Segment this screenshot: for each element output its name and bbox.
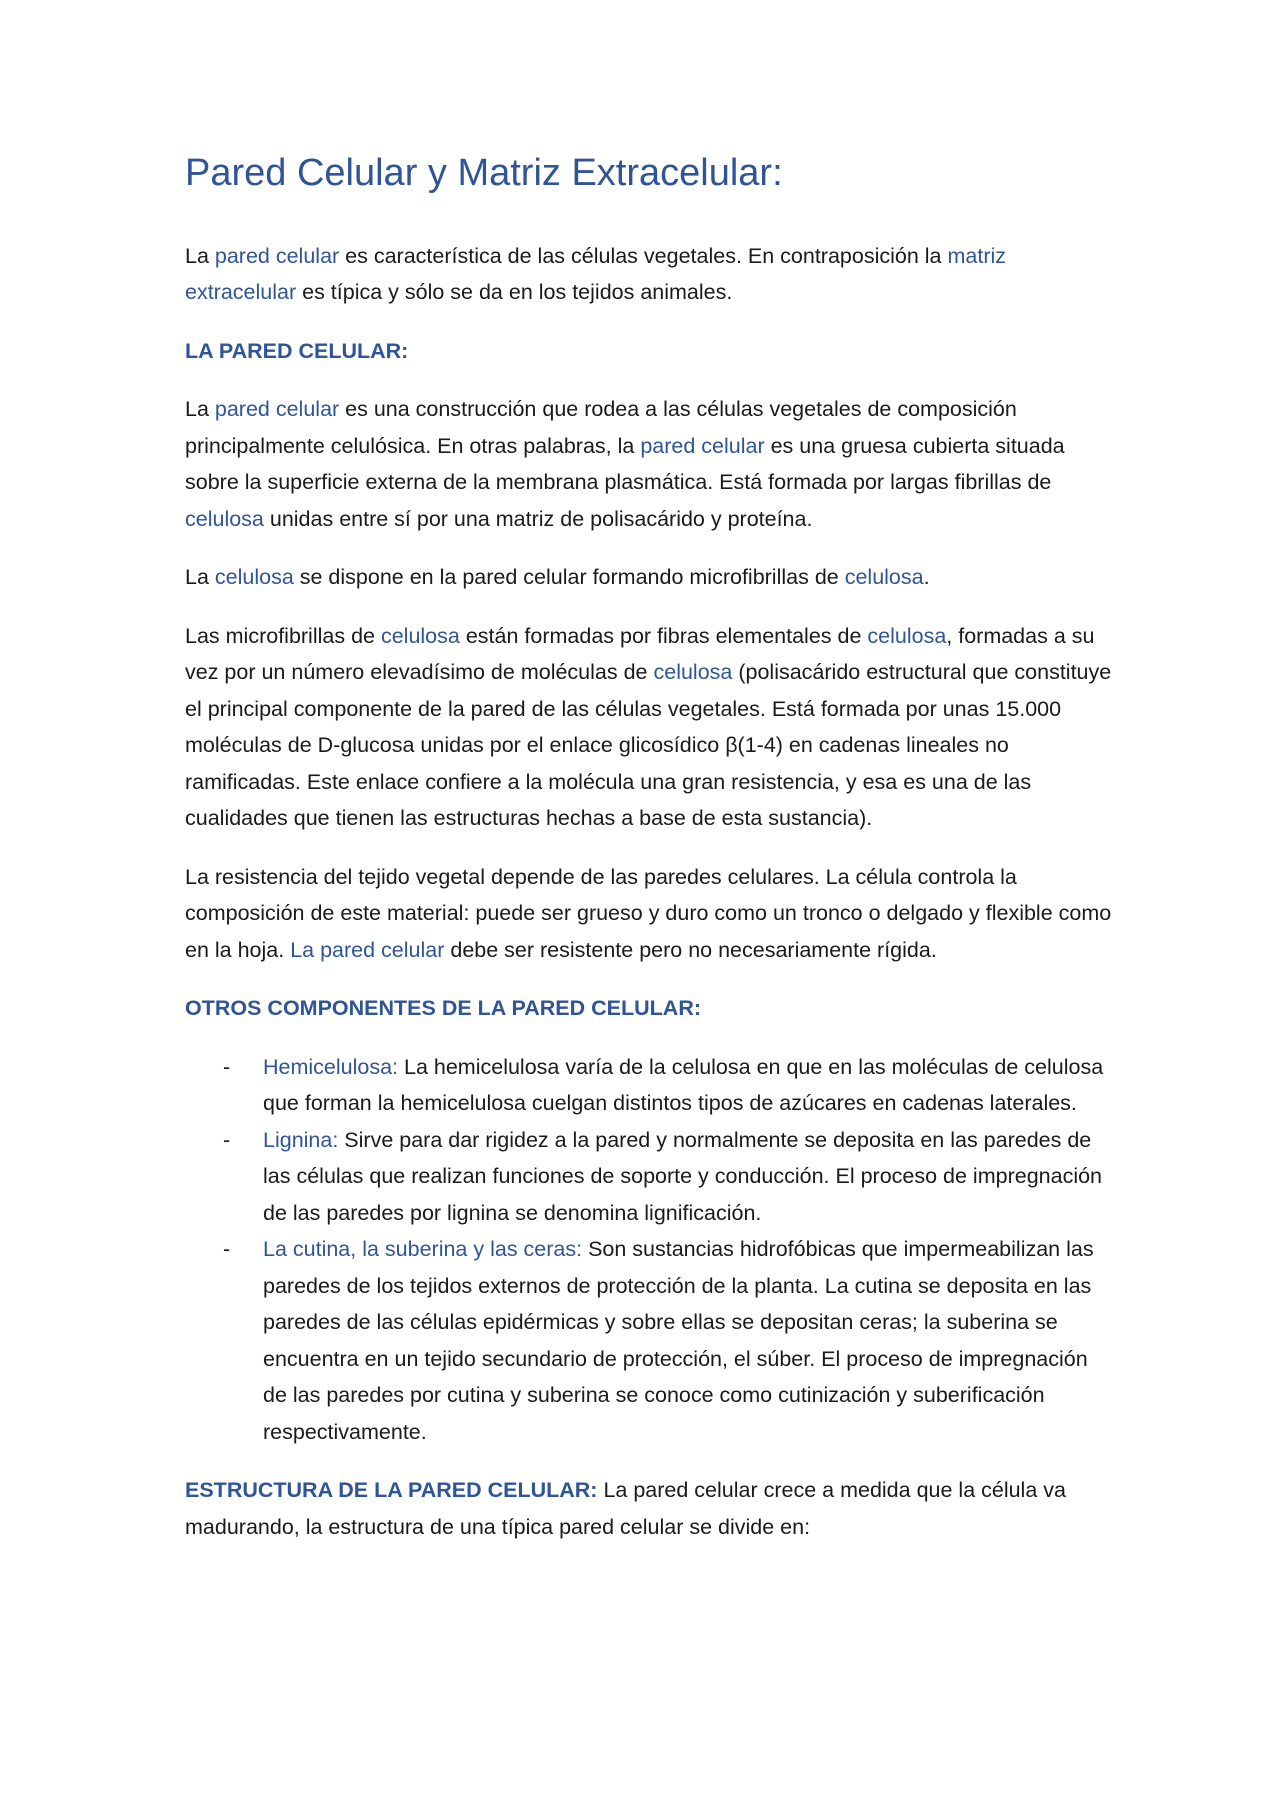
text-run: Son sustancias hidrofóbicas que impermeabilizan las paredes de los tejidos externos de protección de la planta. La cutina se deposita en las paredes de las células epidérmicas y sobre ellas se depositan ceras; la suberina se encuentra en un tejido secundario de protección, el súber. El proceso de impregnación de las paredes por cutina y suberina se conoce como cutinización y suberificación respectivamente. [263,1237,1094,1444]
text-run: La [185,243,215,268]
page-title: Pared Celular y Matriz Extracelular: [185,152,783,194]
text-run: , formadas a su vez por un número elevadísimo de moléculas de [185,623,1095,685]
list-item-cutina [185,1231,1115,1450]
section-heading-pared-celular: LA PARED CELULAR: [185,338,409,363]
text-run: se dispone en la pared celular formando microfibrillas de [293,565,845,590]
list-item-text [263,1122,1115,1232]
text-run: La pared celular crece a medida que la célula va madurando, la estructura de una típica pared celular se divide en: [185,1478,1066,1539]
section-heading-otros-componentes: OTROS COMPONENTES DE LA PARED CELULAR: [185,996,702,1021]
components-list [185,1049,1115,1451]
term-pared-celular: pared celular [214,243,340,268]
dash-bullet: - [223,1237,231,1262]
term-pared-celular: pared celular [640,433,765,458]
intro-paragraph [185,238,1115,311]
text-run: La hemicelulosa varía de la celulosa en que en las moléculas de celulosa que forman la hemicelulosa cuelgan distintos tipos de azúcares en cadenas laterales. [263,1054,1104,1116]
text-run: (polisacárido estructural que constituye el principal componente de la pared de las células vegetales. Está formada por unas 15.000 moléculas de D-glucosa unidas por el enlace glicosídico β(1-4) en cadenas lineales no ramificadas. Este enlace confiere a la molécula una gran resistencia, y esa es una de las cualidades que tienen las estructuras hechas a base de esta sustancia). [185,660,1112,831]
term-celulosa: celulosa [185,506,264,531]
text-run: están formadas por fibras elementales de [459,623,868,648]
term-cutina-suberina-ceras: La cutina, la suberina y las ceras: [263,1237,583,1262]
text-run: es característica de las células vegetales. En contraposición la [339,243,948,268]
text-run: es una gruesa cubierta situada sobre la superficie externa de la membrana plasmática. Está formada por largas fibrillas de [185,433,1065,495]
term-celulosa: celulosa [653,660,733,685]
text-run: Las microfibrillas de [185,623,381,648]
section-heading-estructura: ESTRUCTURA DE LA PARED CELULAR: [185,1478,598,1503]
list-item-hemicelulosa [185,1049,1115,1122]
document-content [185,152,1115,1567]
term-lignina: Lignina: [263,1127,339,1152]
text-run: es típica y sólo se da en los tejidos animales. [296,280,733,305]
paragraph-celulosa [185,559,1115,596]
term-hemicelulosa: Hemicelulosa: [263,1054,399,1079]
term-matriz-extracelular: matriz extracelular [185,243,1007,305]
text-run: La [185,565,215,590]
paragraph-estructura [185,1472,1115,1545]
term-pared-celular: pared celular [214,397,340,422]
dash-bullet: - [223,1127,231,1152]
term-celulosa: celulosa [380,623,460,648]
text-run: unidas entre sí por una matriz de polisacárido y proteína. [263,506,813,531]
text-run: . [923,565,930,590]
text-run: es una construcción que rodea a las células vegetales de composición principalmente celulósica. En otras palabras, la [185,397,1017,458]
text-run: Sirve para dar rigidez a la pared y normalmente se deposita en las paredes de las células que realizan funciones de soporte y conducción. El proceso de impregnación de las paredes por lignina se denomina lignificación. [263,1127,1103,1225]
term-celulosa: celulosa [867,623,947,648]
text-run: debe ser resistente pero no necesariamente rígida. [444,937,937,962]
text-run: La [185,397,215,422]
list-item-text [263,1231,1115,1450]
text-run: La resistencia del tejido vegetal depende de las paredes celulares. La célula controla la composición de este material: puede ser grueso y duro como un tronco o delgado y flexible como en la hoja. [185,864,1112,962]
list-item-text [263,1049,1115,1122]
dash-bullet: - [223,1054,231,1079]
paragraph-microfibrillas [185,618,1115,837]
term-celulosa: celulosa [214,565,294,590]
term-celulosa: celulosa [844,565,924,590]
paragraph-definition [185,391,1115,537]
list-item-lignina [185,1122,1115,1232]
paragraph-resistencia [185,859,1115,969]
term-pared-celular: La pared celular [290,937,445,962]
